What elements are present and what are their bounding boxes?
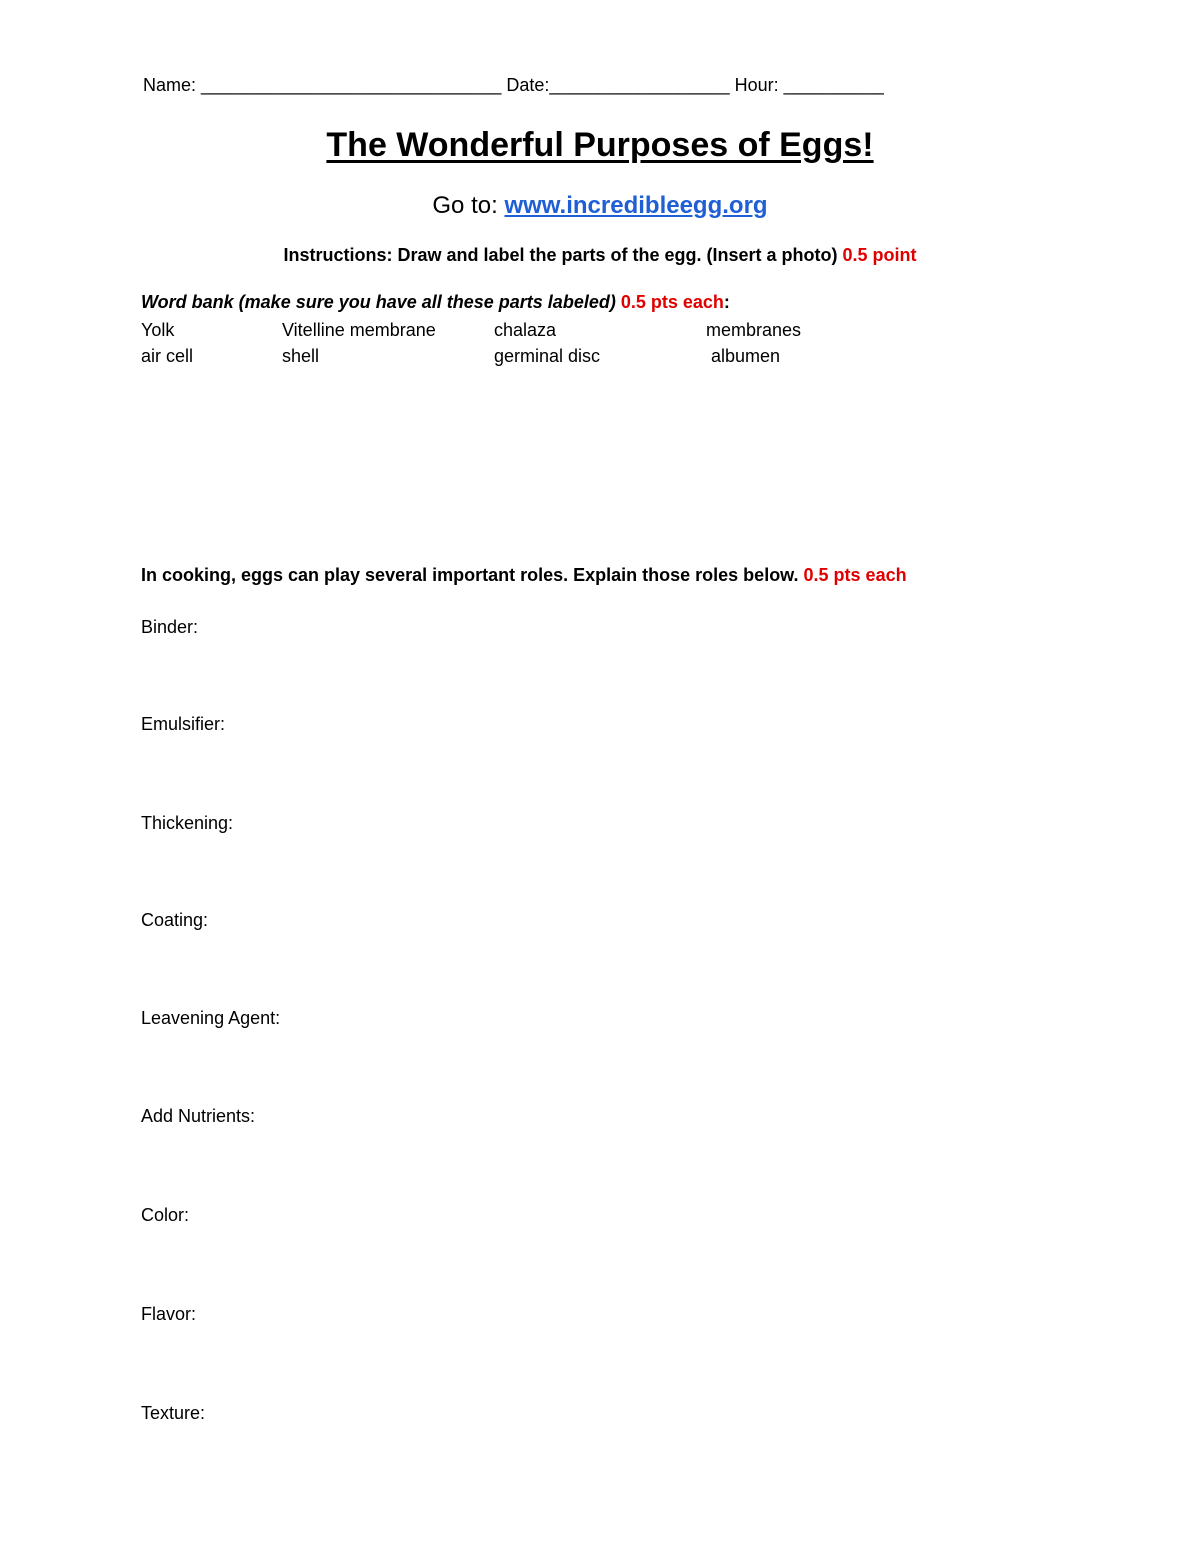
word-bank-title (141, 292, 730, 313)
roles-intro (141, 565, 907, 586)
word-bank-points: 0.5 pts each (615, 292, 724, 312)
word-bank-item: albumen (711, 346, 781, 366)
word-bank-item: membranes (706, 320, 802, 340)
role-label-coating: Coating: (141, 910, 209, 930)
word-bank-item: Vitelline membrane (282, 320, 436, 340)
date-field[interactable]: Date:__________________ (506, 75, 730, 95)
page-title: The Wonderful Purposes of Eggs! (326, 126, 874, 164)
instructions (0, 245, 1200, 266)
goto-line (0, 192, 1200, 220)
instructions-text: Instructions: Draw and label the parts of the egg. (Insert a photo) (283, 245, 843, 265)
word-bank-colon: : (723, 292, 730, 312)
role-label-thickening: Thickening: (141, 813, 234, 833)
word-bank-heading: Word bank (make sure you have all these parts labeled) (141, 292, 616, 312)
name-field[interactable]: Name: ______________________________ (143, 75, 502, 95)
role-label-nutrients: Add Nutrients: (141, 1106, 256, 1126)
roles-intro-text: In cooking, eggs can play several important roles. Explain those roles below. (141, 565, 804, 585)
word-bank-item: shell (282, 346, 320, 366)
hour-field[interactable]: Hour: __________ (734, 75, 884, 95)
role-label-leavening: Leavening Agent: (141, 1008, 281, 1028)
word-bank-item: Yolk (141, 320, 175, 340)
word-bank-item: air cell (141, 346, 194, 366)
word-bank-item: chalaza (494, 320, 557, 340)
role-label-color: Color: (141, 1205, 190, 1225)
website-link[interactable]: www.incredibleegg.org (504, 192, 768, 219)
role-label-emulsifier: Emulsifier: (141, 714, 226, 734)
role-label-texture: Texture: (141, 1403, 206, 1423)
goto-prefix: Go to: (432, 192, 505, 219)
instructions-points: 0.5 point (842, 245, 917, 265)
role-label-flavor: Flavor: (141, 1304, 197, 1324)
role-label-binder: Binder: (141, 617, 199, 637)
roles-points: 0.5 pts each (803, 565, 907, 585)
word-bank-item: germinal disc (494, 346, 601, 366)
header-line (143, 75, 884, 96)
